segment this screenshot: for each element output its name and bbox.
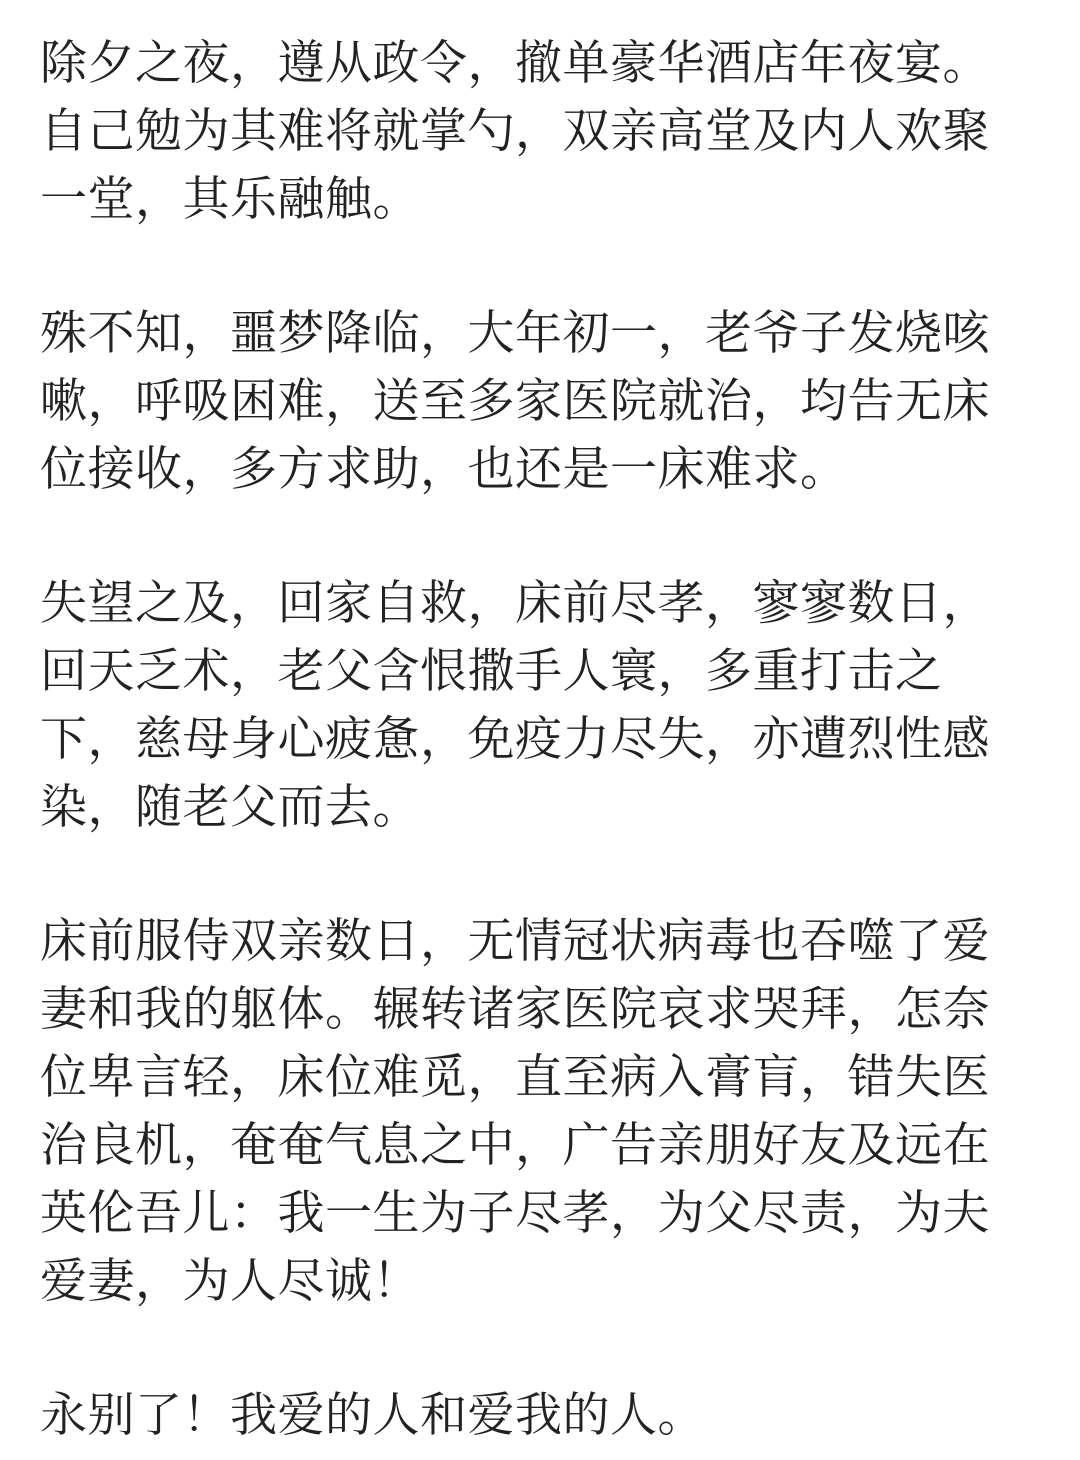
text-line: 自己勉为其难将就掌勺，双亲高堂及内人欢聚 [40, 104, 990, 159]
paragraph-final-message [40, 908, 1040, 1316]
text-line: 失望之及，回家自救，床前尽孝，寥寥数日， [40, 576, 990, 631]
text-line: 回天乏术，老父含恨撒手人寰，多重打击之 [40, 644, 943, 699]
text-line: 嗽，呼吸困难，送至多家医院就治，均告无床 [40, 374, 990, 429]
text-line: 永别了！我爱的人和爱我的人。 [40, 1388, 705, 1443]
text-line: 治良机，奄奄气息之中，广告亲朋好友及远在 [40, 1118, 990, 1173]
text-line: 妻和我的躯体。辗转诸家医院哀求哭拜，怎奈 [40, 982, 990, 1037]
text-line: 位卑言轻，床位难觅，直至病入膏肓，错失医 [40, 1050, 990, 1105]
text-line: 床前服侍双亲数日，无情冠状病毒也吞噬了爱 [40, 914, 990, 969]
paragraph-nightmare [40, 300, 1040, 504]
text-line: 除夕之夜，遵从政令，撤单豪华酒店年夜宴。 [40, 36, 990, 91]
text-line: 殊不知，噩梦降临，大年初一，老爷子发烧咳 [40, 306, 990, 361]
text-line: 一堂，其乐融触。 [40, 172, 420, 227]
paragraph-loss-of-parents [40, 570, 1040, 842]
text-line: 下，慈母身心疲惫，免疫力尽失，亦遭烈性感 [40, 712, 990, 767]
text-line: 位接收，多方求助，也还是一床难求。 [40, 442, 848, 497]
text-line: 爱妻，为人尽诚！ [40, 1254, 420, 1309]
paragraph-new-years-eve [40, 30, 1040, 234]
text-line: 染，随老父而去。 [40, 780, 420, 835]
paragraph-farewell [40, 1382, 1040, 1450]
text-line: 英伦吾儿：我一生为子尽孝，为父尽责，为夫 [40, 1186, 990, 1241]
